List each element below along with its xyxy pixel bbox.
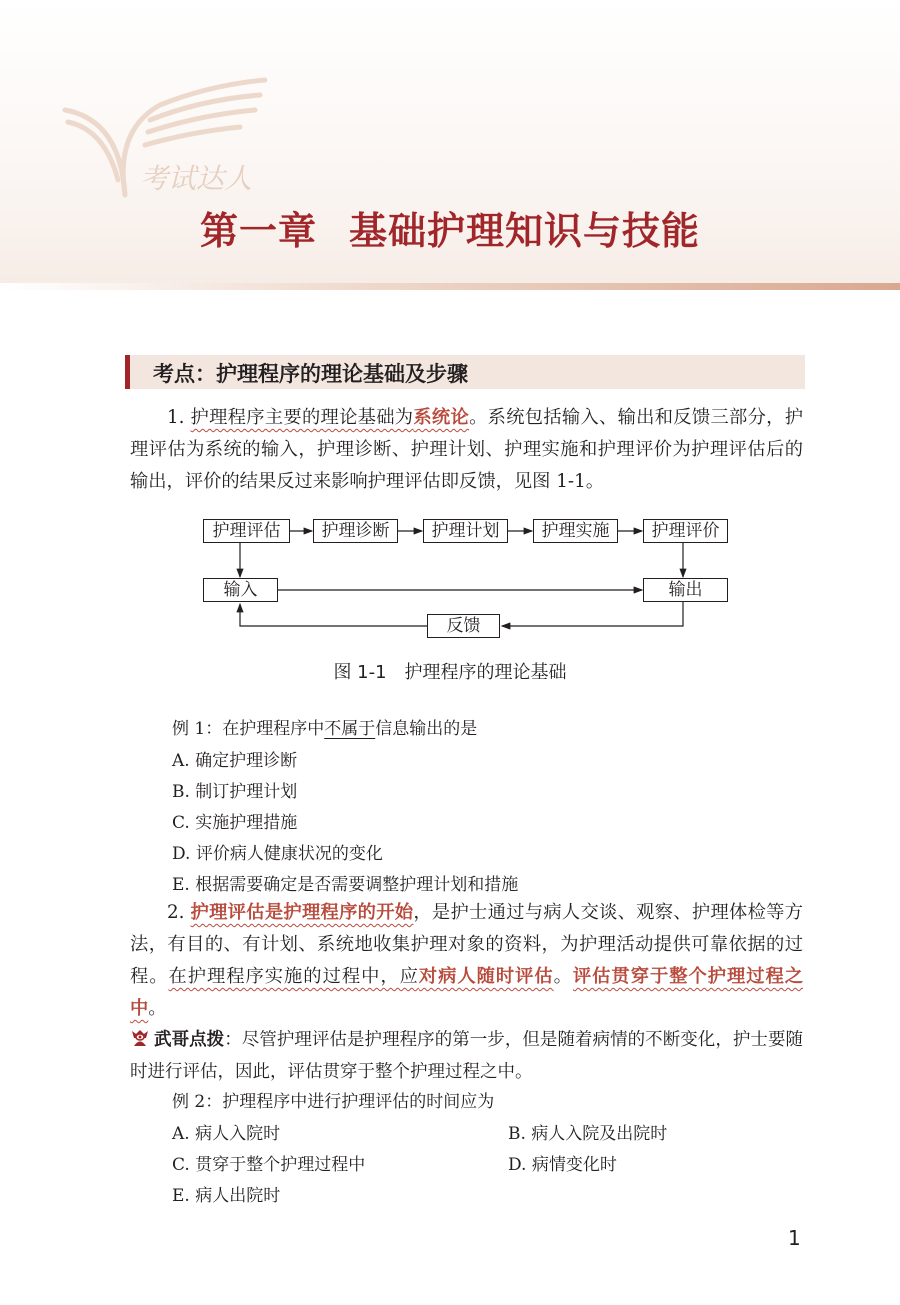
stem-text: 信息输出的是 [375,719,478,739]
tip-paragraph [130,1024,803,1088]
example-1-option-a: A. 确定护理诊断 [172,751,298,771]
example-2-option-b: B. 病人入院及出院时 [508,1124,668,1144]
highlight-text: 系统论 [413,407,470,428]
diagram-box-assessment: 护理评估 [203,519,290,543]
logo-text: 考试达人 [140,162,253,195]
stem-text: 例 1：在护理程序中 [172,719,325,739]
diagram-box-feedback: 反馈 [427,614,500,638]
chapter-name: 基础护理知识与技能 [349,209,701,253]
example-1-stem [172,714,477,739]
diagram-box-evaluation: 护理评价 [643,519,728,543]
example-2-stem: 例 2：护理程序中进行护理评估的时间应为 [172,1092,495,1112]
tip-text: ：尽管护理评估是护理程序的第一步，但是随着病情的不断变化，护士要随时进行评估，因此，评估贯穿于整个护理过程之中。 [130,1030,803,1082]
para-num: 2. [167,902,191,923]
example-1-option-c: C. 实施护理措施 [172,813,298,833]
example-2-option-c: C. 贯穿于整个护理过程中 [172,1155,366,1175]
chapter-number: 第一章 [199,209,317,253]
example-1-option-b: B. 制订护理计划 [172,782,298,802]
highlight-text: 对病人随时评估 [418,966,554,987]
body-text: 。 [148,998,167,1019]
example-2-option-e: E. 病人出院时 [172,1186,281,1206]
highlight-text: 评估贯穿于整个护理过程之中 [130,966,804,1019]
example-1-option-d: D. 评价病人健康状况的变化 [172,844,383,864]
example-2-option-d: D. 病情变化时 [508,1155,617,1175]
highlight-text: 护理评估是护理程序的开始 [190,902,414,923]
para-num: 1. [167,407,191,428]
example-2-option-a: A. 病人入院时 [172,1124,281,1144]
example-1-option-e: E. 根据需要确定是否需要调整护理计划和措施 [172,875,519,895]
stem-emphasis: 不属于 [324,719,376,739]
diagram-box-diagnosis: 护理诊断 [313,519,398,543]
figure-caption: 图 1-1 护理程序的理论基础 [333,662,567,683]
key-point-text: 在护理程序实施的过程中，应 [168,966,419,987]
body-text: 。系统包括输入、输出和反馈三部分，护理评估为系统的输入，护理诊断、护理计划、护理实施和护理评价为护理评估后的输出，评价的结果反过来影响护理评估即反馈，见图 1-1。 [130,407,803,492]
key-point-text: 护理程序主要的理论基础为 [190,407,414,428]
diagram-box-implementation: 护理实施 [533,519,618,543]
paragraph-2 [130,897,803,1025]
diagram-box-input: 输入 [203,578,278,602]
page-number: 1 [788,1226,801,1250]
diagram-box-planning: 护理计划 [423,519,508,543]
section-title: 考点：护理程序的理论基础及步骤 [153,362,468,386]
diagram-box-output: 输出 [643,578,728,602]
body-text: 。 [553,966,573,987]
tip-label: 武哥点拨 [154,1030,225,1050]
body-text: ，是护士通过与病人交谈、观察、护理体检等方法，有目的、有计划、系统地收集护理对象的资料，为护理活动提供可靠依据的过程。 [130,902,803,987]
mascot-icon [130,1029,150,1047]
